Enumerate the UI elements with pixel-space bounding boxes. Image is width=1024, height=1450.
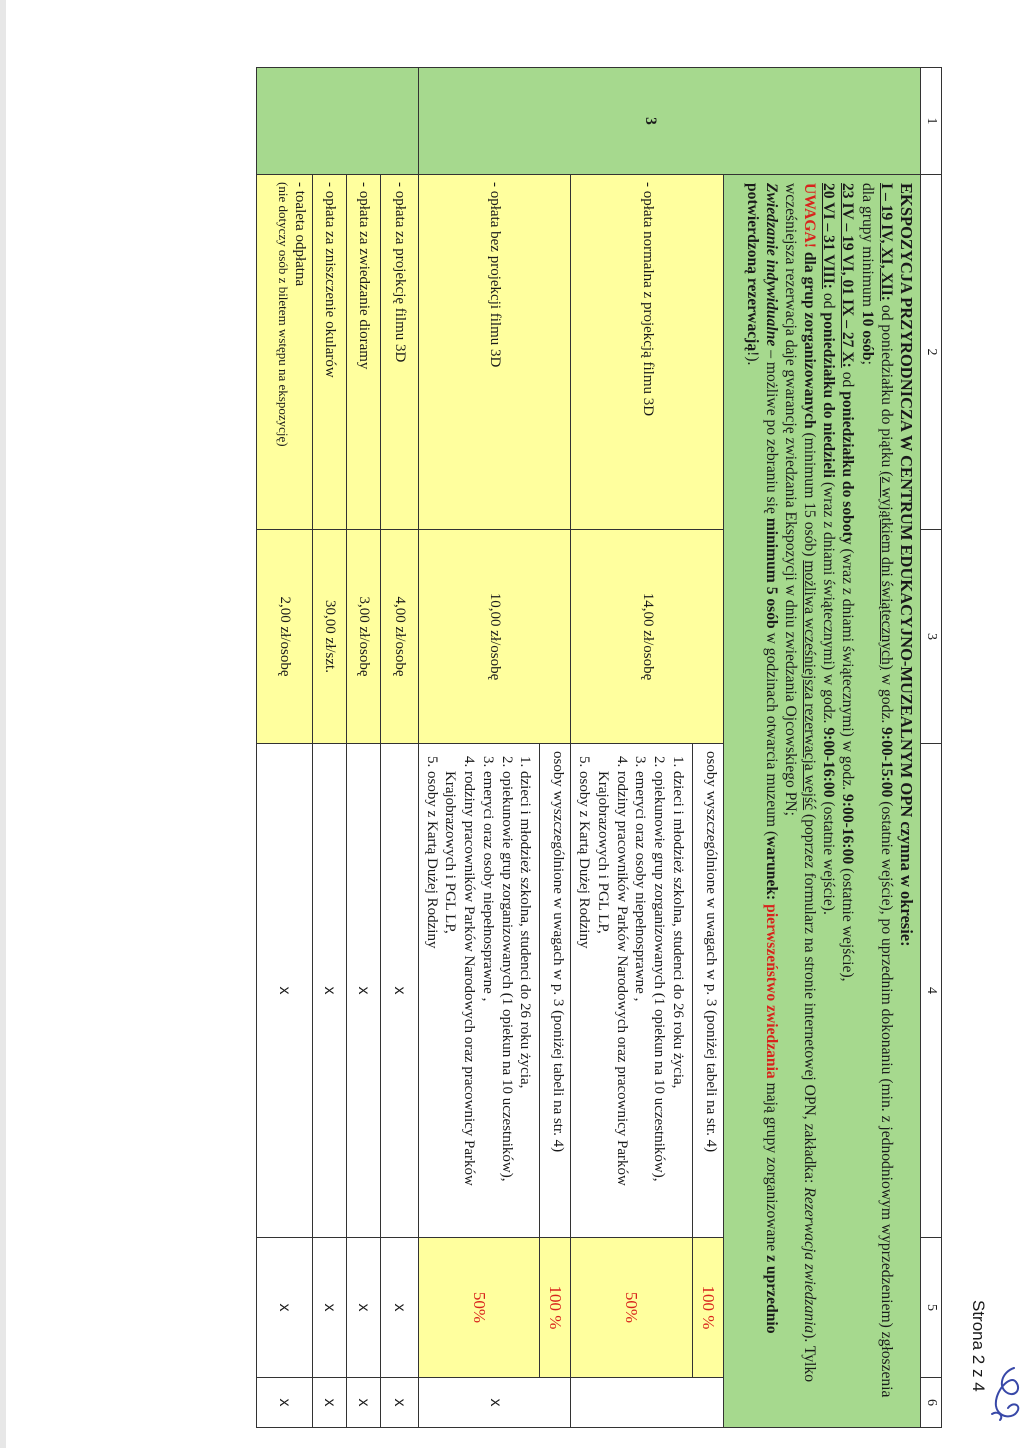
list-item: 4. rodziny pracowników Parków Narodowych oraz pracownicy Parków Krajobrazowych i PGL LP,	[441, 771, 479, 1230]
discount-percent: 100 %	[540, 1238, 571, 1378]
table-row	[540, 68, 571, 1428]
text: (ostatnie wejście),	[839, 864, 857, 982]
period-label: 23 IV – 19 VI, 01 IX – 27 X:	[839, 183, 857, 368]
x-mark: x	[257, 1238, 313, 1378]
days: poniedziałku do niedzieli	[820, 312, 838, 478]
text: Zwiedzanie indywidualne	[762, 183, 780, 347]
fee-price: 10,00 zł/osobę	[419, 530, 572, 744]
fee-name: - opłata za zniszczenie okularów	[313, 175, 347, 530]
text: możliwa wcześniejsza rezerwacja wejść	[801, 560, 819, 811]
x-mark: x	[419, 1378, 572, 1428]
table-row	[257, 68, 313, 1428]
column-number: 2	[921, 175, 942, 530]
text: w godz.	[877, 669, 895, 728]
x-mark: x	[347, 1378, 381, 1428]
list-item: 4. rodziny pracowników Parków Narodowych oraz pracownicy Parków Krajobrazowych i PGL LP,	[593, 771, 631, 1230]
list-item: 1. dzieci i młodzież szkolna, studenci do 26 roku życia,	[668, 771, 687, 1230]
column-number-row	[921, 68, 942, 1428]
x-mark: x	[381, 1238, 419, 1378]
section-header-row	[724, 68, 921, 1428]
fee-price: 3,00 zł/osobę	[347, 530, 381, 744]
text: z uprzednio potwierdzoną rezerwacją	[743, 183, 780, 1334]
text: od	[820, 289, 838, 313]
x-mark: x	[381, 744, 419, 1238]
text: ). Tylko wcześniejsza rezerwacja daje gwarancję zwiedzania Ekspozycji w dniu zwiedzania Ojcowskiego PN;	[781, 183, 819, 1383]
section-description	[724, 175, 921, 1428]
x-mark: x	[347, 744, 381, 1238]
text: minimum 5 osób	[762, 517, 780, 629]
table-row	[313, 68, 347, 1428]
text: od	[839, 367, 857, 392]
fee-name: - opłata bez projekcji filmu 3D	[419, 175, 572, 530]
section-title: EKSPOZYCJA PRZYRODNICZA W CENTRUM EDUKACYJNO-MUZEALNYM OPN czynna w okresie:	[897, 183, 916, 947]
text: (wraz z dniami świątecznymi) w godz.	[839, 544, 857, 795]
list-item: 2. opiekunowie grup zorganizowanych (1 opiekun na 10 uczestników),	[497, 771, 516, 1230]
text: (wraz z dniami świątecznymi) w godz.	[820, 477, 838, 728]
hours: 9:00-16:00	[820, 727, 838, 798]
x-mark: x	[381, 1378, 419, 1428]
reservation-note	[742, 183, 819, 1419]
text: ;	[858, 360, 876, 365]
discount-percent: 50%	[419, 1238, 541, 1378]
opening-hours-line-1	[857, 183, 895, 1419]
x-mark: x	[313, 1238, 347, 1378]
text: (ostatnie wejście).	[820, 797, 838, 915]
period-label: 20 VI – 31 VIII:	[820, 183, 838, 290]
text: pierwszeństwo zwiedzania	[762, 904, 780, 1079]
text: !).	[743, 351, 761, 366]
section-number-cell	[257, 68, 419, 175]
x-mark: x	[347, 1238, 381, 1378]
discount-intro: osoby wyszczególnione w uwagach w p. 3 (poniżej tabeli na str. 4)	[693, 744, 724, 1238]
fee-name: - opłata za projekcję filmu 3D	[381, 175, 419, 530]
fee-price: 2,00 zł/osobę	[257, 530, 313, 744]
list-item: 5. osoby z Kartą Dużej Rodziny	[422, 771, 441, 1230]
x-mark: x	[313, 1378, 347, 1428]
list-item: 3. emeryci oraz osoby niepełnosprawne ,	[631, 771, 650, 1230]
handwritten-initials	[984, 1362, 1024, 1424]
text: Rezerwacja zwiedzania	[801, 1187, 819, 1334]
text: mają grupy zorganizowane	[762, 1078, 780, 1256]
period-label: I – 19 IV, XI, XII:	[877, 183, 895, 301]
fee-price: 30,00 zł/szt.	[313, 530, 347, 744]
x-mark: x	[313, 744, 347, 1238]
list-item: 2. opiekunowie grup zorganizowanych (1 opiekun na 10 uczestników),	[650, 771, 669, 1230]
fee-price: 4,00 zł/osobę	[381, 530, 419, 744]
x-mark: x	[257, 1378, 313, 1428]
col6-cell	[571, 1378, 724, 1428]
fee-price: 14,00 zł/osobę	[571, 530, 724, 744]
discount-list	[422, 751, 535, 1230]
page-number: Strona 2 z 4	[969, 1300, 988, 1392]
scan-edge	[0, 0, 6, 1448]
discount-list	[575, 751, 688, 1230]
text: dla grup zorganizowanych	[801, 247, 819, 429]
list-item: 5. osoby z Kartą Dużej Rodziny	[575, 771, 594, 1230]
text: (poprzez formularz na stronie internetowej OPN, zakładka:	[801, 810, 819, 1188]
hours: 9:00-15:00	[877, 727, 895, 798]
discount-list-cell	[571, 744, 693, 1238]
discount-percent: 50%	[571, 1238, 693, 1378]
text: od poniedziałku do piątku	[877, 301, 895, 472]
text: warunek:	[762, 836, 780, 901]
x-mark: x	[257, 744, 313, 1238]
list-item: 3. emeryci oraz osoby niepełnosprawne ,	[478, 771, 497, 1230]
column-number: 6	[921, 1378, 942, 1428]
discount-percent: 100 %	[693, 1238, 724, 1378]
table-row	[347, 68, 381, 1428]
fee-table-continued	[256, 67, 419, 1428]
discount-list-cell	[419, 744, 541, 1238]
days: poniedziałku do soboty	[839, 391, 857, 545]
column-number: 5	[921, 1238, 942, 1378]
min-group: 10 osób	[858, 310, 876, 361]
fee-name-cell	[257, 175, 313, 530]
text: (z wyjątkiem dni świątecznych)	[877, 471, 895, 670]
warning-label: UWAGA!	[801, 183, 819, 248]
text: (ostatnie wejście), po uprzednim dokonaniu (min. z jednodniowym wyprzedzeniem) zgłoszenia dla grupy minimum	[858, 183, 895, 1398]
opening-hours-line-2	[838, 183, 857, 1419]
fee-table	[380, 67, 942, 1428]
column-number: 1	[921, 68, 942, 175]
hours: 9:00-16:00	[839, 794, 857, 865]
text: w godzinach otwarcia muzeum (	[762, 628, 780, 837]
fee-note: (nie dotyczy osób z biletem wstępu na ekspozycję)	[276, 182, 292, 447]
column-number: 3	[921, 530, 942, 744]
section-number: 3	[381, 68, 921, 175]
fee-name: - opłata za zwiedzanie dioramy	[347, 175, 381, 530]
text: (minimum 15 osób)	[801, 428, 819, 561]
opening-hours-line-3	[819, 183, 838, 1419]
fee-name: - opłata normalna z projekcją filmu 3D	[571, 175, 724, 530]
fee-name: - toaleta odpłatna	[292, 182, 308, 287]
table-row	[693, 68, 724, 1428]
column-number: 4	[921, 744, 942, 1238]
discount-intro: osoby wyszczególnione w uwagach w p. 3 (poniżej tabeli na str. 4)	[540, 744, 571, 1238]
rotated-page-content	[120, 67, 942, 1427]
table-row	[381, 68, 419, 1428]
text: – możliwe po zebraniu się	[762, 346, 780, 518]
list-item: 1. dzieci i młodzież szkolna, studenci do 26 roku życia,	[516, 771, 535, 1230]
